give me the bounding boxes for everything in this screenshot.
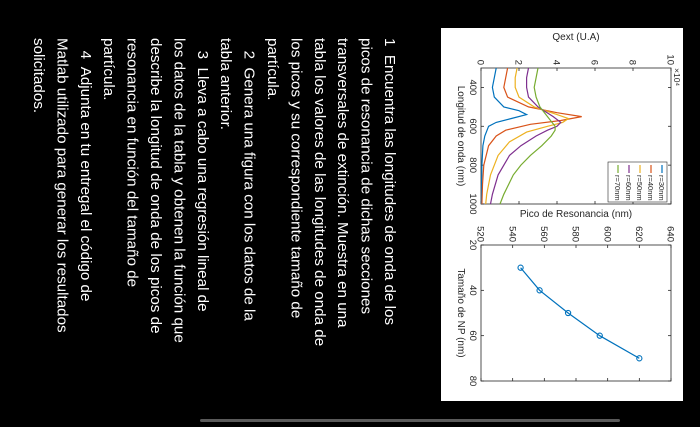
y-tick-label: 6 <box>588 59 600 65</box>
y-tick-label: 8 <box>626 59 638 65</box>
x-tick-label: 1000 <box>467 193 478 215</box>
y-tick-label: 600 <box>601 226 613 242</box>
instruction-line: tabla los valores de las longitudes de onda de <box>310 38 328 347</box>
y-axis-label: Pico de Resonancia (nm) <box>519 209 633 220</box>
legend-entry: r=70nm <box>613 175 622 201</box>
x-tick-label: 20 <box>467 239 478 251</box>
x-tick-label: 800 <box>467 157 478 174</box>
instruction-line: describe la longitud de onda de los picos de <box>147 38 164 334</box>
instruction-line: 3 Lleva a cabo una regresión lineal de <box>193 38 211 312</box>
y-tick-label: 520 <box>474 226 486 242</box>
legend-entry: r=60nm <box>624 175 633 201</box>
x-tick-label: 400 <box>467 79 478 96</box>
instruction-line: partícula. <box>264 38 281 101</box>
legend-entry: r=40nm <box>646 175 655 201</box>
legend-entry: r=30nm <box>657 175 666 201</box>
instructions-svg <box>7 28 398 394</box>
x-tick-label: 600 <box>467 118 478 135</box>
y-tick-label: 640 <box>664 226 676 242</box>
x-tick-label: 80 <box>467 375 478 387</box>
instruction-line: picos de resonancia de dichas secciones <box>357 38 375 315</box>
y-tick-label: 620 <box>633 226 645 242</box>
figure-rotated-group <box>441 28 683 401</box>
instruction-line: 1 Encuentra las longitudes de onda de los <box>381 38 398 326</box>
y-tick-label: 4 <box>550 59 562 65</box>
instruction-line: 4 Adjunta en tu entregal el código de <box>76 38 94 302</box>
y-tick-label: 580 <box>569 226 581 242</box>
x-axis-label: Longitud de onda (nm) <box>455 85 466 187</box>
instruction-line: resonancia en función del tamaño de <box>123 38 141 288</box>
instruction-line: solicitados. <box>30 38 47 114</box>
y-tick-label: 540 <box>506 226 518 242</box>
horizontal-scrollbar[interactable] <box>200 419 620 422</box>
instruction-line: los datos de la tabla y obtenen la función que <box>170 38 188 343</box>
instruction-line: transversales de extinción. Muestra en una <box>334 38 352 328</box>
instruction-line: 2 Genera una figura con los datos de la <box>240 38 258 321</box>
instruction-line: los picos y su correspondiente tamaño de <box>287 38 305 319</box>
legend-entry: r=50nm <box>635 175 644 201</box>
instruction-line: Matlab utilizado para generar los resultados <box>53 38 71 333</box>
instruction-line: tabla anterior. <box>217 38 235 131</box>
x-axis-label: Tamaño de NP (nm) <box>455 268 466 358</box>
figure-svg <box>441 28 683 401</box>
instructions-text-group <box>30 38 398 346</box>
y-tick-label: 560 <box>538 226 550 242</box>
y-tick-label: 2 <box>512 59 524 65</box>
instruction-line: partícula. <box>100 38 118 101</box>
y-multiplier-label: ×10⁴ <box>672 68 682 87</box>
y-axis-label: Qext (U.A) <box>552 32 600 43</box>
y-tick-label: 0 <box>474 59 486 65</box>
x-tick-label: 60 <box>467 330 478 341</box>
x-tick-label: 40 <box>467 285 478 296</box>
instructions-panel <box>7 28 398 394</box>
y-tick-label: 10 <box>664 54 676 65</box>
figure-panel <box>441 28 683 401</box>
